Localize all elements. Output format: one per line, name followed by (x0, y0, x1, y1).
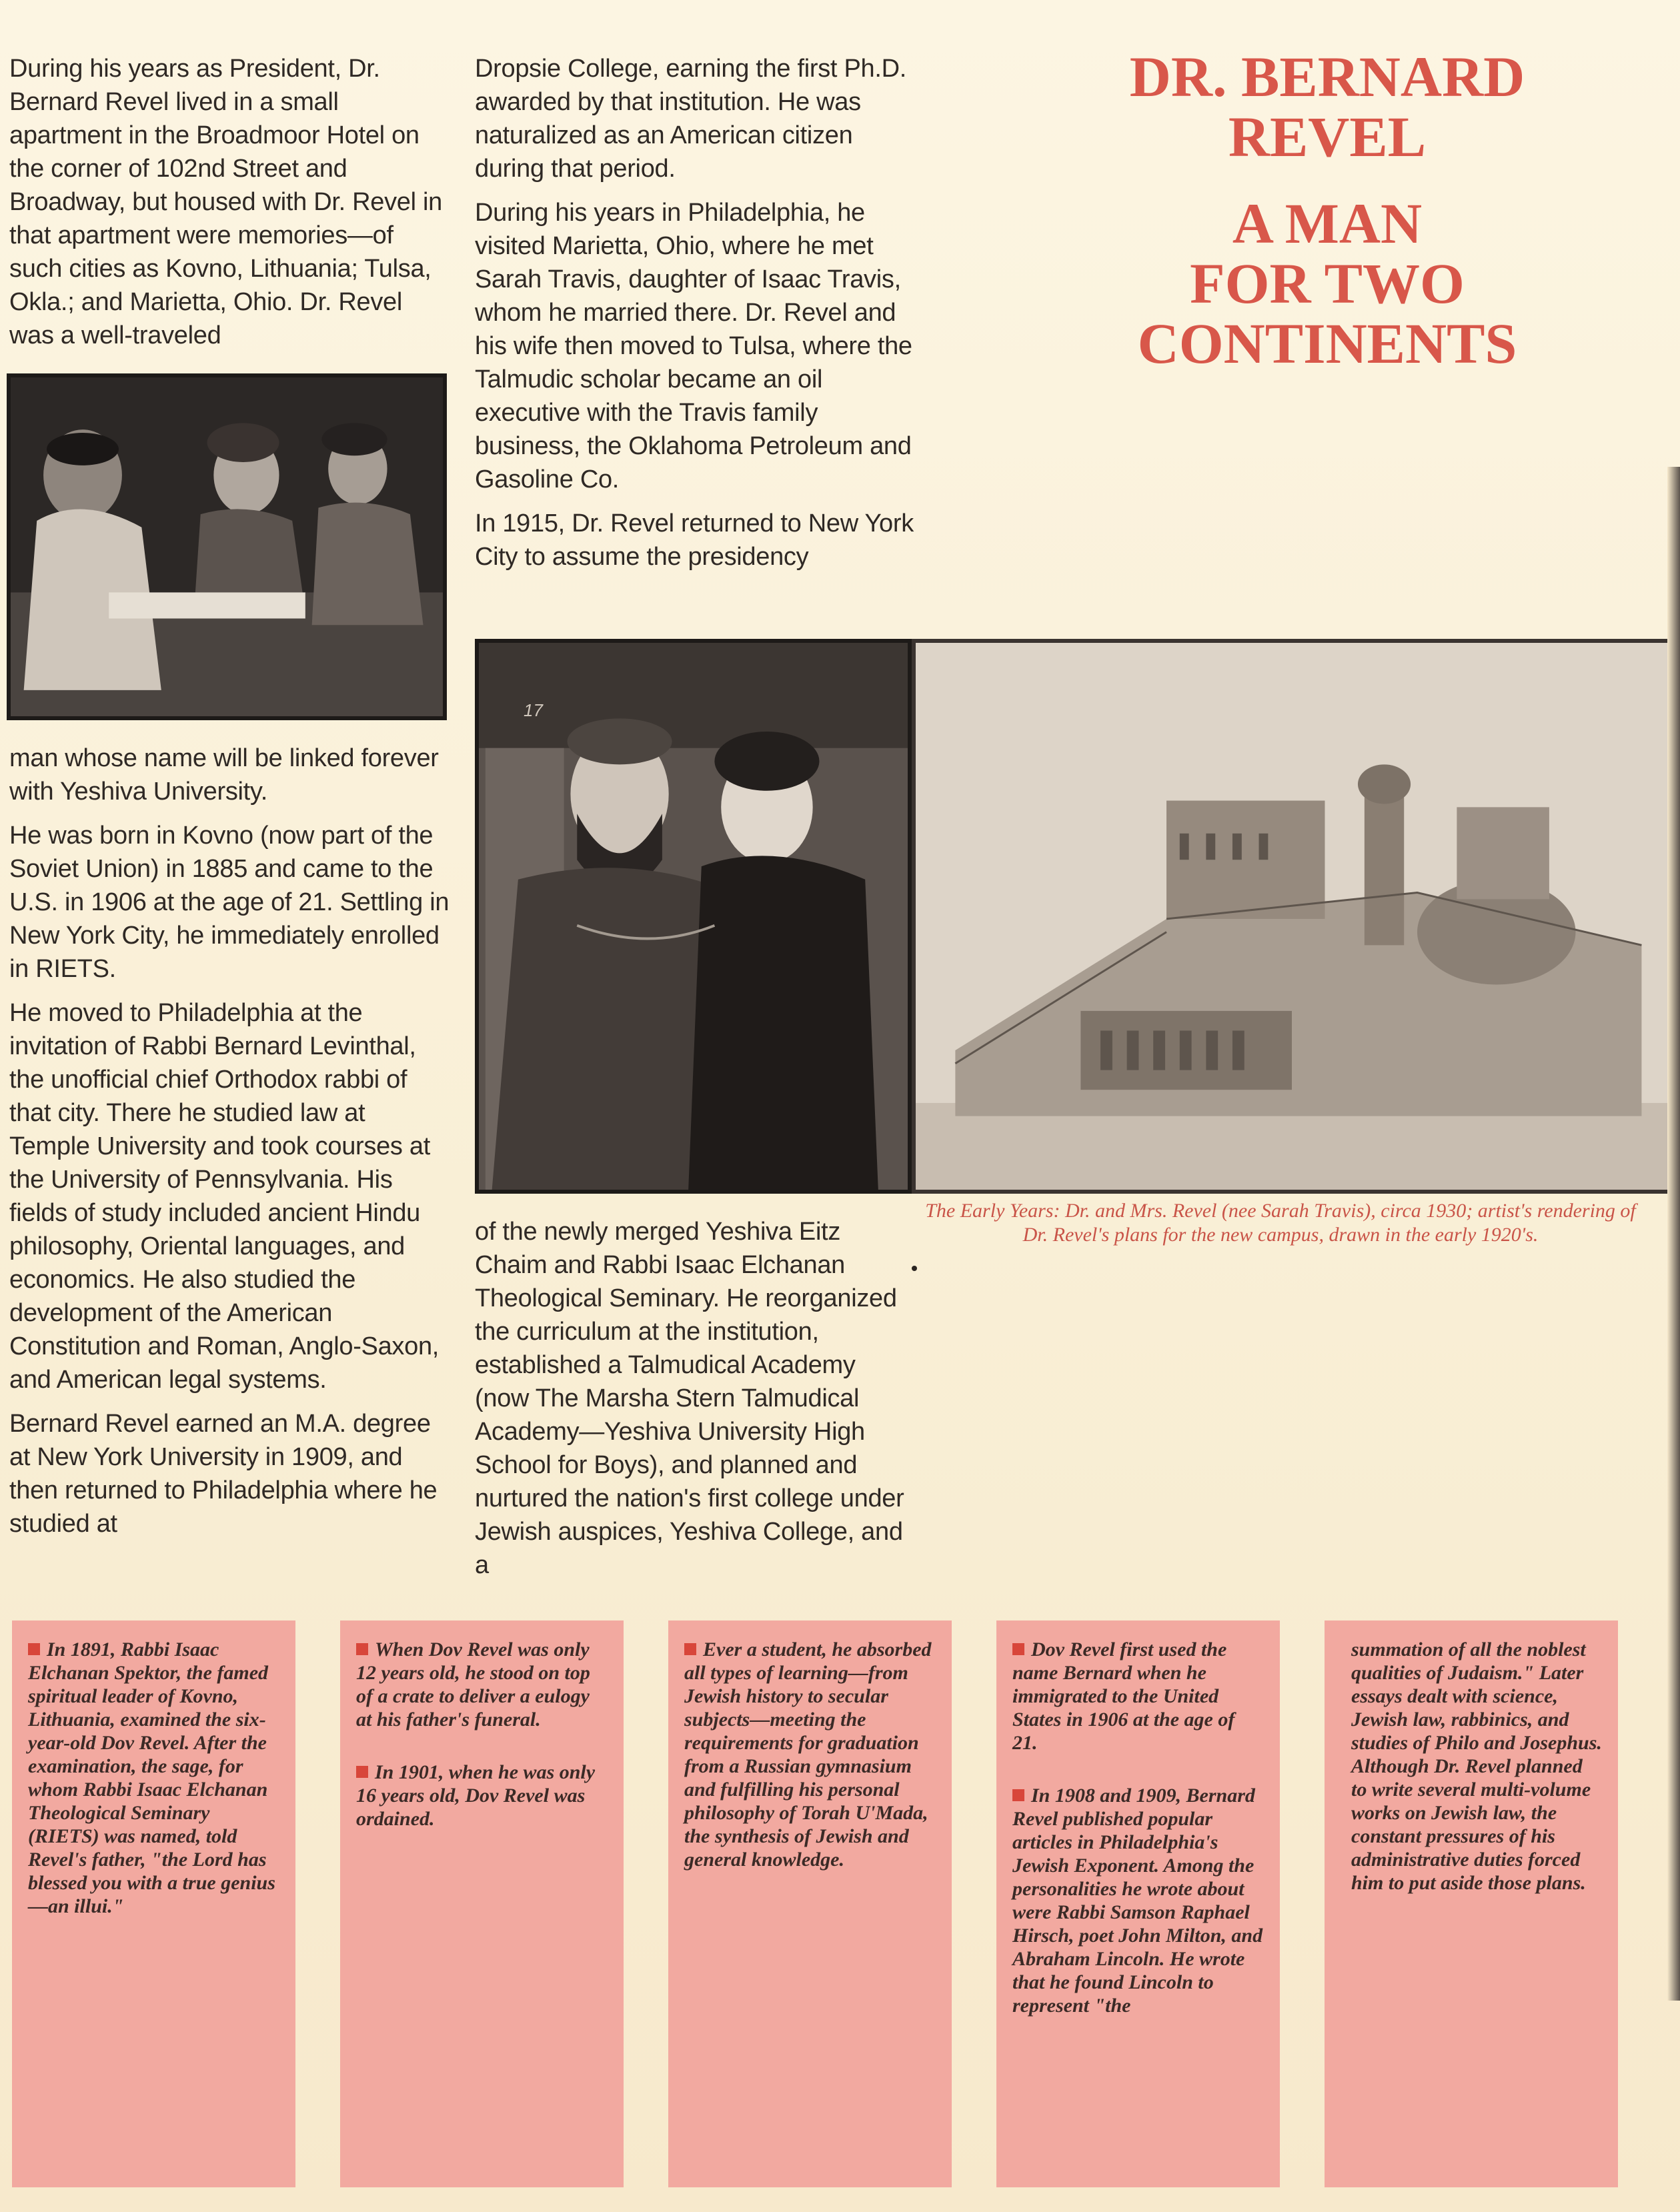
sidebar-fact-4 (996, 1620, 1280, 2187)
illustration-campus-rendering (912, 639, 1672, 1194)
bullet-square-icon (356, 1766, 368, 1778)
article-title (1040, 47, 1614, 373)
sidebar-paragraph: summation of all the noblest qualities of Judaism." Later essays dealt with science, Jewish law, rabbinics, and studies of Philo and Josephus. Although Dr. Revel planned to write several multi-volume works on Jewish law, the constant pressures of his administrative duties forced him to put aside those plans. (1351, 1638, 1602, 1894)
sidebar-fact-5 (1325, 1620, 1618, 2187)
sidebar-text: When Dov Revel was only 12 years old, he stood on top of a crate to deliver a eulogy at his father's funeral. (356, 1638, 590, 1731)
stray-dot (912, 1266, 917, 1271)
title-line: A MAN (1232, 191, 1423, 255)
bullet-square-icon (1012, 1643, 1024, 1655)
title-line: DR. BERNARD (1129, 45, 1525, 109)
sidebar-text: In 1901, when he was only 16 years old, Dov Revel was ordained. (356, 1761, 596, 1830)
sidebar-paragraph (356, 1761, 608, 1831)
title-line: CONTINENTS (1137, 311, 1517, 375)
sidebar-paragraph (1012, 1784, 1264, 2017)
sidebar-text: In 1908 and 1909, Bernard Revel published popular articles in Philadelphia's Jewish Exponent. Among the personalities he wrote about were Rabbi Samson Raphael Hirsch, poet John Milton, and Abraham Lincoln. He wrote that he found Lincoln to represent "the (1012, 1785, 1263, 2017)
sidebar-paragraph (356, 1638, 608, 1731)
bullet-square-icon (28, 1643, 40, 1655)
column-1-bottom (9, 742, 450, 1551)
sidebar-paragraph (28, 1638, 279, 1918)
photo-number-label: 17 (524, 700, 543, 720)
column-2-top (475, 52, 915, 584)
sidebar-text: In 1891, Rabbi Isaac Elchanan Spektor, the famed spiritual leader of Kovno, Lithuania, examined the six-year-old Dov Revel. After the examination, the sage, for whom Rabbi Isaac Elchanan Theological Seminary (RIETS) was named, told Revel's father, "the Lord has blessed you with a true genius—an illui." (28, 1638, 275, 1917)
sidebar-paragraph (1012, 1638, 1264, 1755)
photo-revel-with-students (7, 373, 447, 720)
paragraph: He moved to Philadelphia at the invitation of Rabbi Bernard Levinthal, the unofficial chief Orthodox rabbi of that city. There he studied law at Temple University and took courses at the University of Pennsylvania. His fields of study included ancient Hindu philosophy, Oriental languages, and economics. He also studied the development of the American Constitution and Roman, Anglo-Saxon, and American legal systems. (9, 999, 440, 1394)
bullet-square-icon (1012, 1789, 1024, 1801)
paragraph: of the newly merged Yeshiva Eitz Chaim and Rabbi Isaac Elchanan Theological Seminary. He reorganized the curriculum at the institution, established a Talmudical Academy (now The Marsha Stern Talmudical Academy—Yeshiva University High School for Boys), and planned and nurtured the nation's first college under Jewish auspices, Yeshiva College, and a (475, 1218, 904, 1579)
sidebar-paragraph (684, 1638, 936, 1871)
title-line: FOR TWO (1190, 251, 1465, 315)
sidebar-text: Dov Revel first used the name Bernard when he immigrated to the United States in 1906 at the age of 21. (1012, 1638, 1235, 1754)
column-1-top (9, 52, 443, 363)
paragraph: Bernard Revel earned an M.A. degree at New York University in 1909, and then returned to Philadelphia where he studied at (9, 1410, 438, 1538)
paragraph: In 1915, Dr. Revel returned to New York City to assume the presidency (475, 509, 914, 571)
sidebar-fact-2 (340, 1620, 624, 2187)
paragraph: He was born in Kovno (now part of the Soviet Union) in 1885 and came to the U.S. in 1906 at the age of 21. Settling in New York City, he immediately enrolled in RIETS. (9, 822, 450, 983)
sidebar-fact-1 (12, 1620, 295, 2187)
sidebar-fact-3 (668, 1620, 952, 2187)
photo-dr-and-mrs-revel (475, 639, 912, 1194)
column-2-bottom (475, 1215, 915, 1592)
bullet-square-icon (356, 1643, 368, 1655)
bullet-square-icon (684, 1643, 696, 1655)
title-line: REVEL (1228, 105, 1427, 169)
sidebar-text: Ever a student, he absorbed all types of learning—from Jewish history to secular subjects—meeting the requirements for graduation from a Russian gymnasium and fulfilling his personal philosophy of Torah U'Mada, the synthesis of Jewish and general knowledge. (684, 1638, 932, 1871)
paragraph: During his years as President, Dr. Bernard Revel lived in a small apartment in the Broadmoor Hotel on the corner of 102nd Street and Broadway, but housed with Dr. Revel in that apartment were memories—of such cities as Kovno, Lithuania; Tulsa, Okla.; and Marietta, Ohio. Dr. Revel was a well-traveled (9, 55, 443, 349)
paragraph: man whose name will be linked forever with Yeshiva University. (9, 744, 439, 806)
page-edge-shadow (1667, 467, 1680, 2001)
paragraph: During his years in Philadelphia, he visited Marietta, Ohio, where he met Sarah Travis, daughter of Isaac Travis, whom he married there. Dr. Revel and his wife then moved to Tulsa, where the Talmudic scholar became an oil executive with the Travis family business, the Oklahoma Petroleum and Gasoline Co. (475, 199, 912, 493)
paragraph: Dropsie College, earning the first Ph.D. awarded by that institution. He was naturalized as an American citizen during that period. (475, 55, 906, 183)
photo-caption: The Early Years: Dr. and Mrs. Revel (nee Sarah Travis), circa 1930; artist's rendering of Dr. Revel's plans for the new campus, drawn in the early 1920's. (925, 1200, 1636, 1246)
